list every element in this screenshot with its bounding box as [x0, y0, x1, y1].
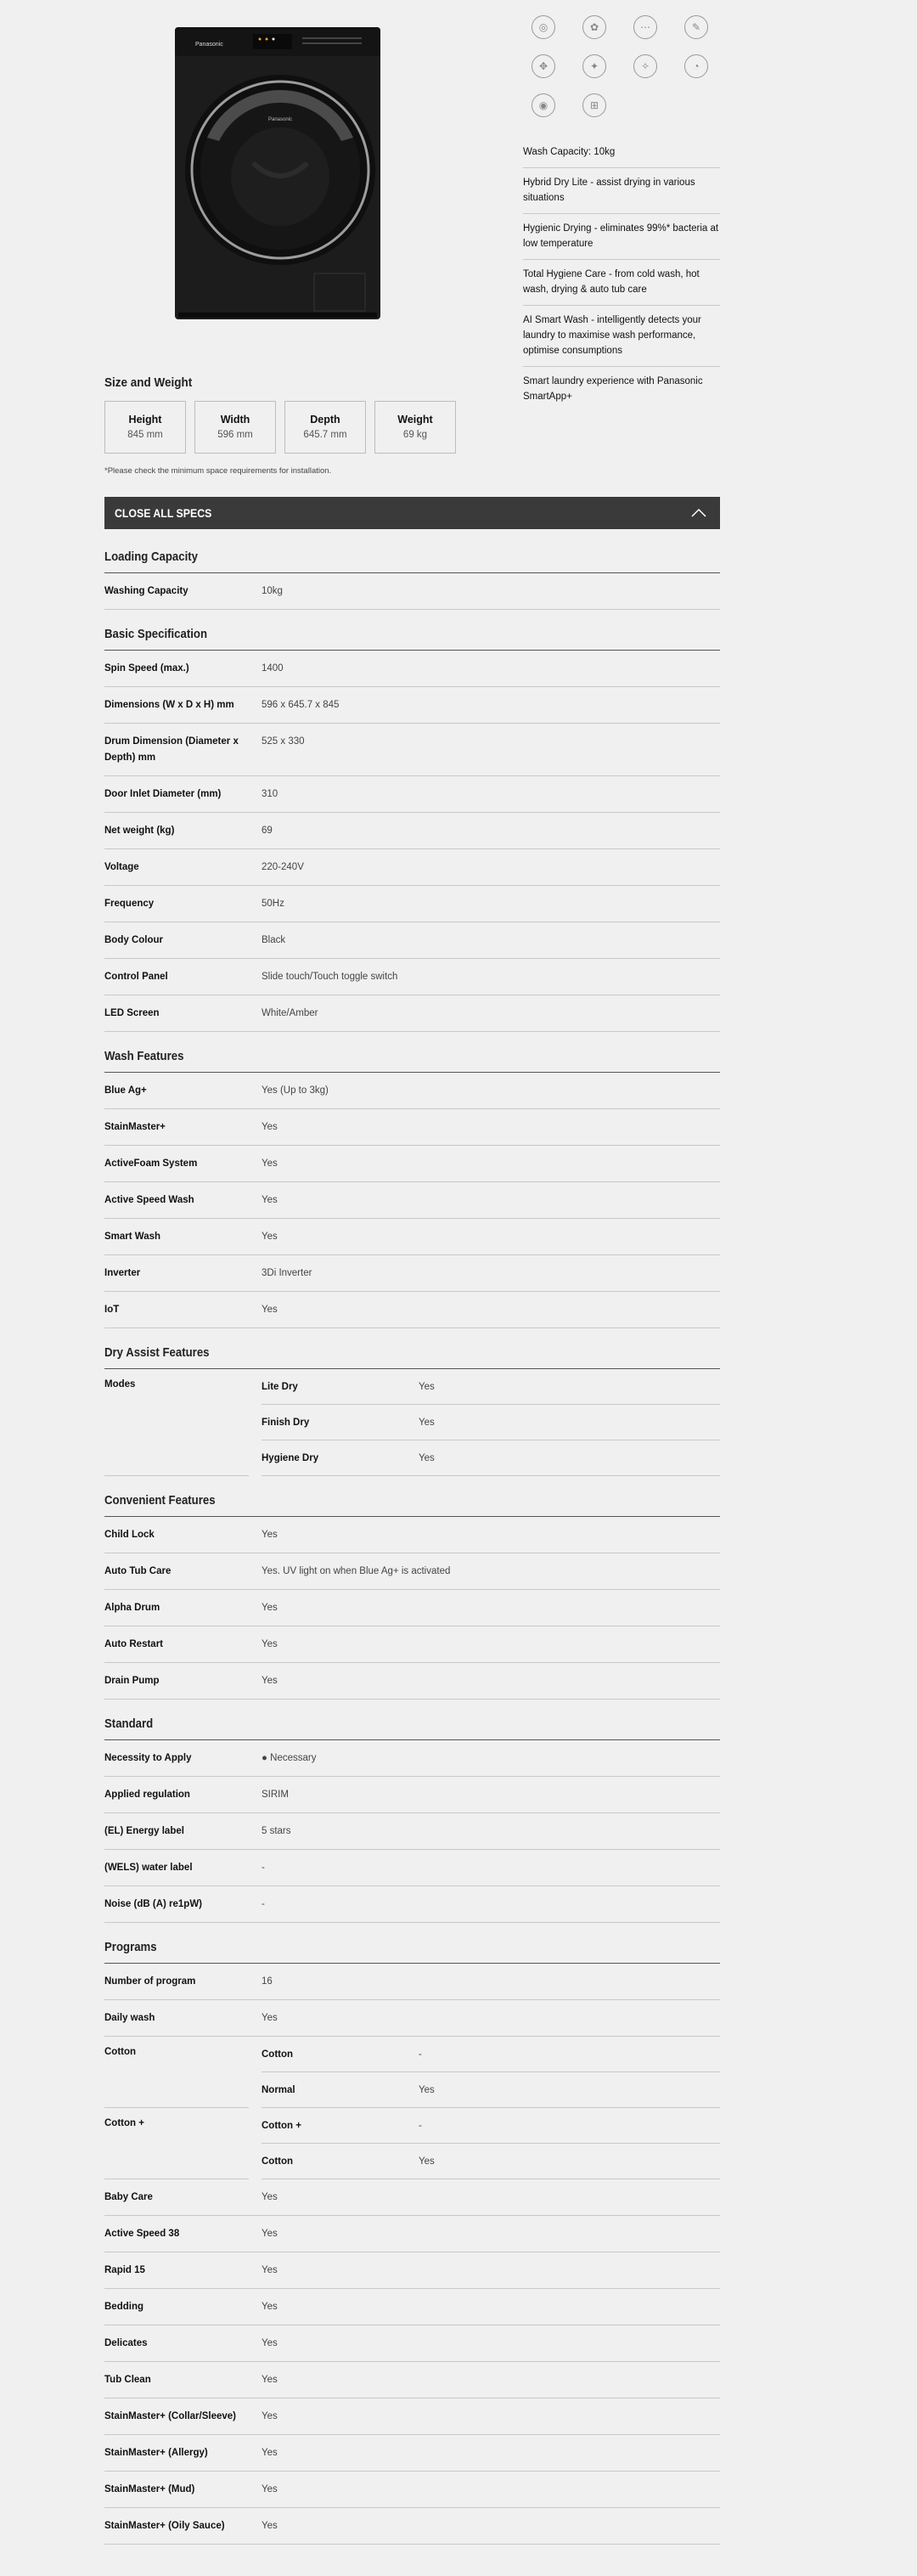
spec-row: [104, 2252, 720, 2289]
spec-value: White/Amber: [262, 1008, 318, 1018]
spec-value: Yes: [419, 1382, 435, 1392]
weight-value: 69 kg: [402, 430, 428, 440]
spec-value: 69: [262, 826, 273, 836]
spec-value: Yes: [419, 2085, 435, 2095]
spec-value: Yes: [419, 1453, 435, 1463]
spec-row: [104, 995, 720, 1032]
spec-value: Yes: [262, 1195, 278, 1205]
spec-row: [104, 2435, 720, 2472]
section-title-text: Standard: [104, 1716, 154, 1731]
section-title: [104, 533, 720, 573]
installation-note: *Please check the minimum space requirements for installation.: [104, 466, 332, 476]
spec-label: StainMaster+ (Collar/Sleeve): [104, 2411, 236, 2421]
spec-subrow: [262, 2037, 720, 2072]
spec-value: Yes (Up to 3kg): [262, 1085, 329, 1096]
spec-label: StainMaster+ (Allergy): [104, 2448, 208, 2458]
spec-value: Yes: [262, 2411, 278, 2421]
spec-subrow: [262, 2144, 720, 2179]
spec-value: -: [419, 2121, 422, 2131]
spec-label: Applied regulation: [104, 1790, 190, 1800]
weight-label: Weight: [397, 414, 433, 426]
spec-label: StainMaster+ (Mud): [104, 2484, 195, 2494]
spec-subrow: [262, 2108, 720, 2144]
close-all-specs-button[interactable]: [104, 497, 720, 529]
spec-row: [104, 1813, 720, 1850]
spec-row: [104, 687, 720, 724]
spec-label: Necessity to Apply: [104, 1753, 192, 1763]
height-box: [104, 401, 186, 454]
spec-label: Drum Dimension (Diameter x Depth) mm: [104, 736, 239, 763]
spec-value: Yes: [262, 1639, 278, 1649]
spec-label: Finish Dry: [262, 1418, 310, 1428]
smartapp-icon: ⊞: [582, 93, 606, 117]
spec-label: Daily wash: [104, 2013, 155, 2023]
spec-label: Drain Pump: [104, 1676, 160, 1686]
spec-row: [104, 2289, 720, 2325]
spec-row: [104, 2362, 720, 2398]
spec-row: [104, 849, 720, 886]
spec-label: Dimensions (W x D x H) mm: [104, 700, 234, 710]
close-all-specs-label: CLOSE ALL SPECS: [115, 506, 212, 520]
spec-label: ActiveFoam System: [104, 1158, 198, 1169]
spec-value: 3Di Inverter: [262, 1268, 312, 1278]
spec-value: Yes: [262, 1530, 278, 1540]
section-title: [104, 1699, 720, 1740]
spec-value: Yes: [262, 1158, 278, 1169]
spec-row: [104, 922, 720, 959]
spec-value: Black: [262, 935, 286, 945]
spec-value: Yes: [262, 2302, 278, 2312]
spec-value: Yes: [419, 2156, 435, 2167]
spec-value: SIRIM: [262, 1790, 289, 1800]
spec-value: Yes: [262, 2192, 278, 2202]
spec-label: Hygiene Dry: [262, 1453, 319, 1463]
height-label: Height: [128, 414, 162, 426]
spec-row: [104, 2508, 720, 2545]
spec-label: Auto Restart: [104, 1639, 164, 1649]
spec-label: Blue Ag+: [104, 1085, 147, 1096]
spec-value: Yes: [262, 2521, 278, 2531]
spec-label: Delicates: [104, 2338, 148, 2348]
spec-value: 10kg: [262, 586, 283, 596]
feature-list: [523, 138, 720, 412]
spec-label: StainMaster+ (Oily Sauce): [104, 2521, 225, 2531]
spec-value: 1400: [262, 663, 284, 674]
section-title: [104, 610, 720, 651]
alpha-drum-icon: ◔: [684, 54, 708, 78]
spec-label: Cotton +: [262, 2121, 301, 2131]
spec-label: Cotton: [104, 2037, 249, 2108]
depth-box: [284, 401, 366, 454]
spec-row: [104, 1626, 720, 1663]
spec-label: Rapid 15: [104, 2265, 145, 2275]
feature-item: Smart laundry experience with Panasonic SmartApp+: [523, 376, 703, 402]
width-value: 596 mm: [217, 430, 253, 440]
spec-row: [104, 1255, 720, 1292]
spec-label: Lite Dry: [262, 1382, 298, 1392]
spec-row: [104, 959, 720, 995]
spec-row: [104, 651, 720, 687]
spec-label: Spin Speed (max.): [104, 663, 189, 674]
spec-value: -: [262, 1863, 265, 1873]
spec-value: Yes: [262, 1232, 278, 1242]
spec-value: Yes: [419, 1418, 435, 1428]
weight-box: [374, 401, 456, 454]
spec-value: Yes: [262, 2265, 278, 2275]
spec-value: -: [419, 2049, 422, 2060]
spec-label: StainMaster+: [104, 1122, 166, 1132]
spec-group: [104, 1369, 720, 1476]
spec-label: Cotton: [262, 2156, 294, 2167]
spec-group: [104, 2108, 720, 2179]
spec-row: [104, 1146, 720, 1182]
stainmaster-icon: ✥: [532, 54, 555, 78]
spec-subrow: [262, 2072, 720, 2108]
spec-subrow: [262, 1369, 720, 1405]
section-title: [104, 1476, 720, 1517]
spec-value: 220-240V: [262, 862, 304, 872]
spec-label: Frequency: [104, 899, 155, 909]
height-value: 845 mm: [127, 430, 163, 440]
spec-value: Yes: [262, 2375, 278, 2385]
spec-label: Body Colour: [104, 935, 163, 945]
spec-label: Auto Tub Care: [104, 1566, 172, 1576]
section-title: [104, 1328, 720, 1369]
spec-row: [104, 1219, 720, 1255]
section-title-text: Programs: [104, 1940, 157, 1954]
spec-label: Child Lock: [104, 1530, 155, 1540]
spec-row: [104, 2179, 720, 2216]
washing-machine-image: [175, 27, 380, 319]
spec-row: [104, 1777, 720, 1813]
spec-label: Control Panel: [104, 972, 168, 982]
spec-value: Slide touch/Touch toggle switch: [262, 972, 398, 982]
spec-row: [104, 2216, 720, 2252]
section-title-text: Loading Capacity: [104, 550, 199, 564]
spec-label: Door Inlet Diameter (mm): [104, 789, 222, 799]
width-label: Width: [220, 414, 250, 426]
spec-label: Bedding: [104, 2302, 143, 2312]
spec-value: Yes: [262, 2338, 278, 2348]
spec-table: [104, 533, 720, 2545]
spec-label: Alpha Drum: [104, 1603, 160, 1613]
spec-row: [104, 1964, 720, 2000]
smart-wash-icon: ⋯: [633, 15, 657, 39]
depth-value: 645.7 mm: [303, 430, 347, 440]
spec-label: Baby Care: [104, 2192, 153, 2202]
depth-label: Depth: [310, 414, 340, 426]
spec-row: [104, 1553, 720, 1590]
spec-value: Yes. UV light on when Blue Ag+ is activated: [262, 1566, 451, 1576]
hybrid-dry-icon: ◎: [532, 15, 555, 39]
spec-label: Modes: [104, 1369, 249, 1476]
spec-row: [104, 1517, 720, 1553]
spec-value: ● Necessary: [262, 1753, 317, 1763]
spec-row: [104, 813, 720, 849]
spec-label: (WELS) water label: [104, 1863, 193, 1873]
spec-value: Yes: [262, 1676, 278, 1686]
feature-item: Wash Capacity: 10kg: [523, 138, 720, 168]
section-title-text: Basic Specification: [104, 627, 208, 641]
spec-label: Cotton: [262, 2049, 294, 2060]
spec-label: Voltage: [104, 862, 139, 872]
spec-value: Yes: [262, 2229, 278, 2239]
spec-row: [104, 573, 720, 610]
spec-value: 16: [262, 1976, 273, 1987]
brand-logo: Panasonic: [195, 42, 223, 48]
section-title: [104, 1032, 720, 1073]
spec-label: Number of program: [104, 1976, 196, 1987]
feature-item: AI Smart Wash - intelligently detects your laundry to maximise wash performance, optimise consumptions: [523, 306, 720, 367]
door-brand: Panasonic: [268, 117, 293, 122]
spec-group: [104, 2037, 720, 2108]
spec-row: [104, 2472, 720, 2508]
spec-label: LED Screen: [104, 1008, 160, 1018]
spec-value: Yes: [262, 2484, 278, 2494]
spec-value: Yes: [262, 2448, 278, 2458]
spec-row: [104, 1182, 720, 1219]
spec-label: Noise (dB (A) re1pW): [104, 1899, 202, 1909]
spec-row: [104, 1292, 720, 1328]
size-weight-title: Size and Weight: [104, 375, 193, 390]
spec-label: IoT: [104, 1305, 120, 1315]
spec-label: Active Speed 38: [104, 2229, 180, 2239]
total-hygiene-icon: ✦: [582, 54, 606, 78]
chevron-up-icon: [691, 508, 706, 518]
auto-tub-care-icon: ◉: [532, 93, 555, 117]
spec-row: [104, 1109, 720, 1146]
blue-ag-icon: ✎: [684, 15, 708, 39]
section-title-text: Convenient Features: [104, 1493, 216, 1508]
spec-value: Yes: [262, 1603, 278, 1613]
spec-row: [104, 1886, 720, 1923]
spec-label: (EL) Energy label: [104, 1826, 184, 1836]
section-title-text: Wash Features: [104, 1049, 184, 1063]
width-box: [194, 401, 276, 454]
spec-subrow: [262, 1405, 720, 1440]
spec-value: 525 x 330: [262, 736, 305, 747]
spec-row: [104, 776, 720, 813]
spec-label: Normal: [262, 2085, 295, 2095]
spec-value: 5 stars: [262, 1826, 291, 1836]
section-title: [104, 1923, 720, 1964]
spec-label: Smart Wash: [104, 1232, 161, 1242]
spec-label: Tub Clean: [104, 2375, 151, 2385]
spec-value: Yes: [262, 1122, 278, 1132]
spec-row: [104, 1850, 720, 1886]
spec-value: Yes: [262, 2013, 278, 2023]
spec-value: Yes: [262, 1305, 278, 1315]
spec-label: Cotton +: [104, 2108, 249, 2179]
spec-value: 596 x 645.7 x 845: [262, 700, 340, 710]
section-title-text: Dry Assist Features: [104, 1345, 210, 1360]
size-weight-boxes: [104, 401, 456, 454]
feature-item: Total Hygiene Care - from cold wash, hot wash, drying & auto tub care: [523, 260, 720, 306]
spec-row: [104, 724, 720, 776]
activefoam-icon: ✧: [633, 54, 657, 78]
spec-row: [104, 1663, 720, 1699]
spec-value: 50Hz: [262, 899, 284, 909]
spec-label: Washing Capacity: [104, 586, 188, 596]
spec-row: [104, 1590, 720, 1626]
hygienic-drying-icon: ✿: [582, 15, 606, 39]
spec-value: 310: [262, 789, 278, 799]
spec-value: -: [262, 1899, 265, 1909]
spec-label: Active Speed Wash: [104, 1195, 194, 1205]
spec-label: Inverter: [104, 1268, 141, 1278]
spec-subrow: [262, 1440, 720, 1476]
feature-item: Hybrid Dry Lite - assist drying in various situations: [523, 168, 720, 214]
spec-row: [104, 1740, 720, 1777]
spec-label: Net weight (kg): [104, 826, 175, 836]
spec-row: [104, 2000, 720, 2037]
spec-row: [104, 2398, 720, 2435]
spec-row: [104, 1073, 720, 1109]
spec-row: [104, 886, 720, 922]
feature-item: Hygienic Drying - eliminates 99%* bacteria at low temperature: [523, 214, 720, 260]
spec-row: [104, 2325, 720, 2362]
